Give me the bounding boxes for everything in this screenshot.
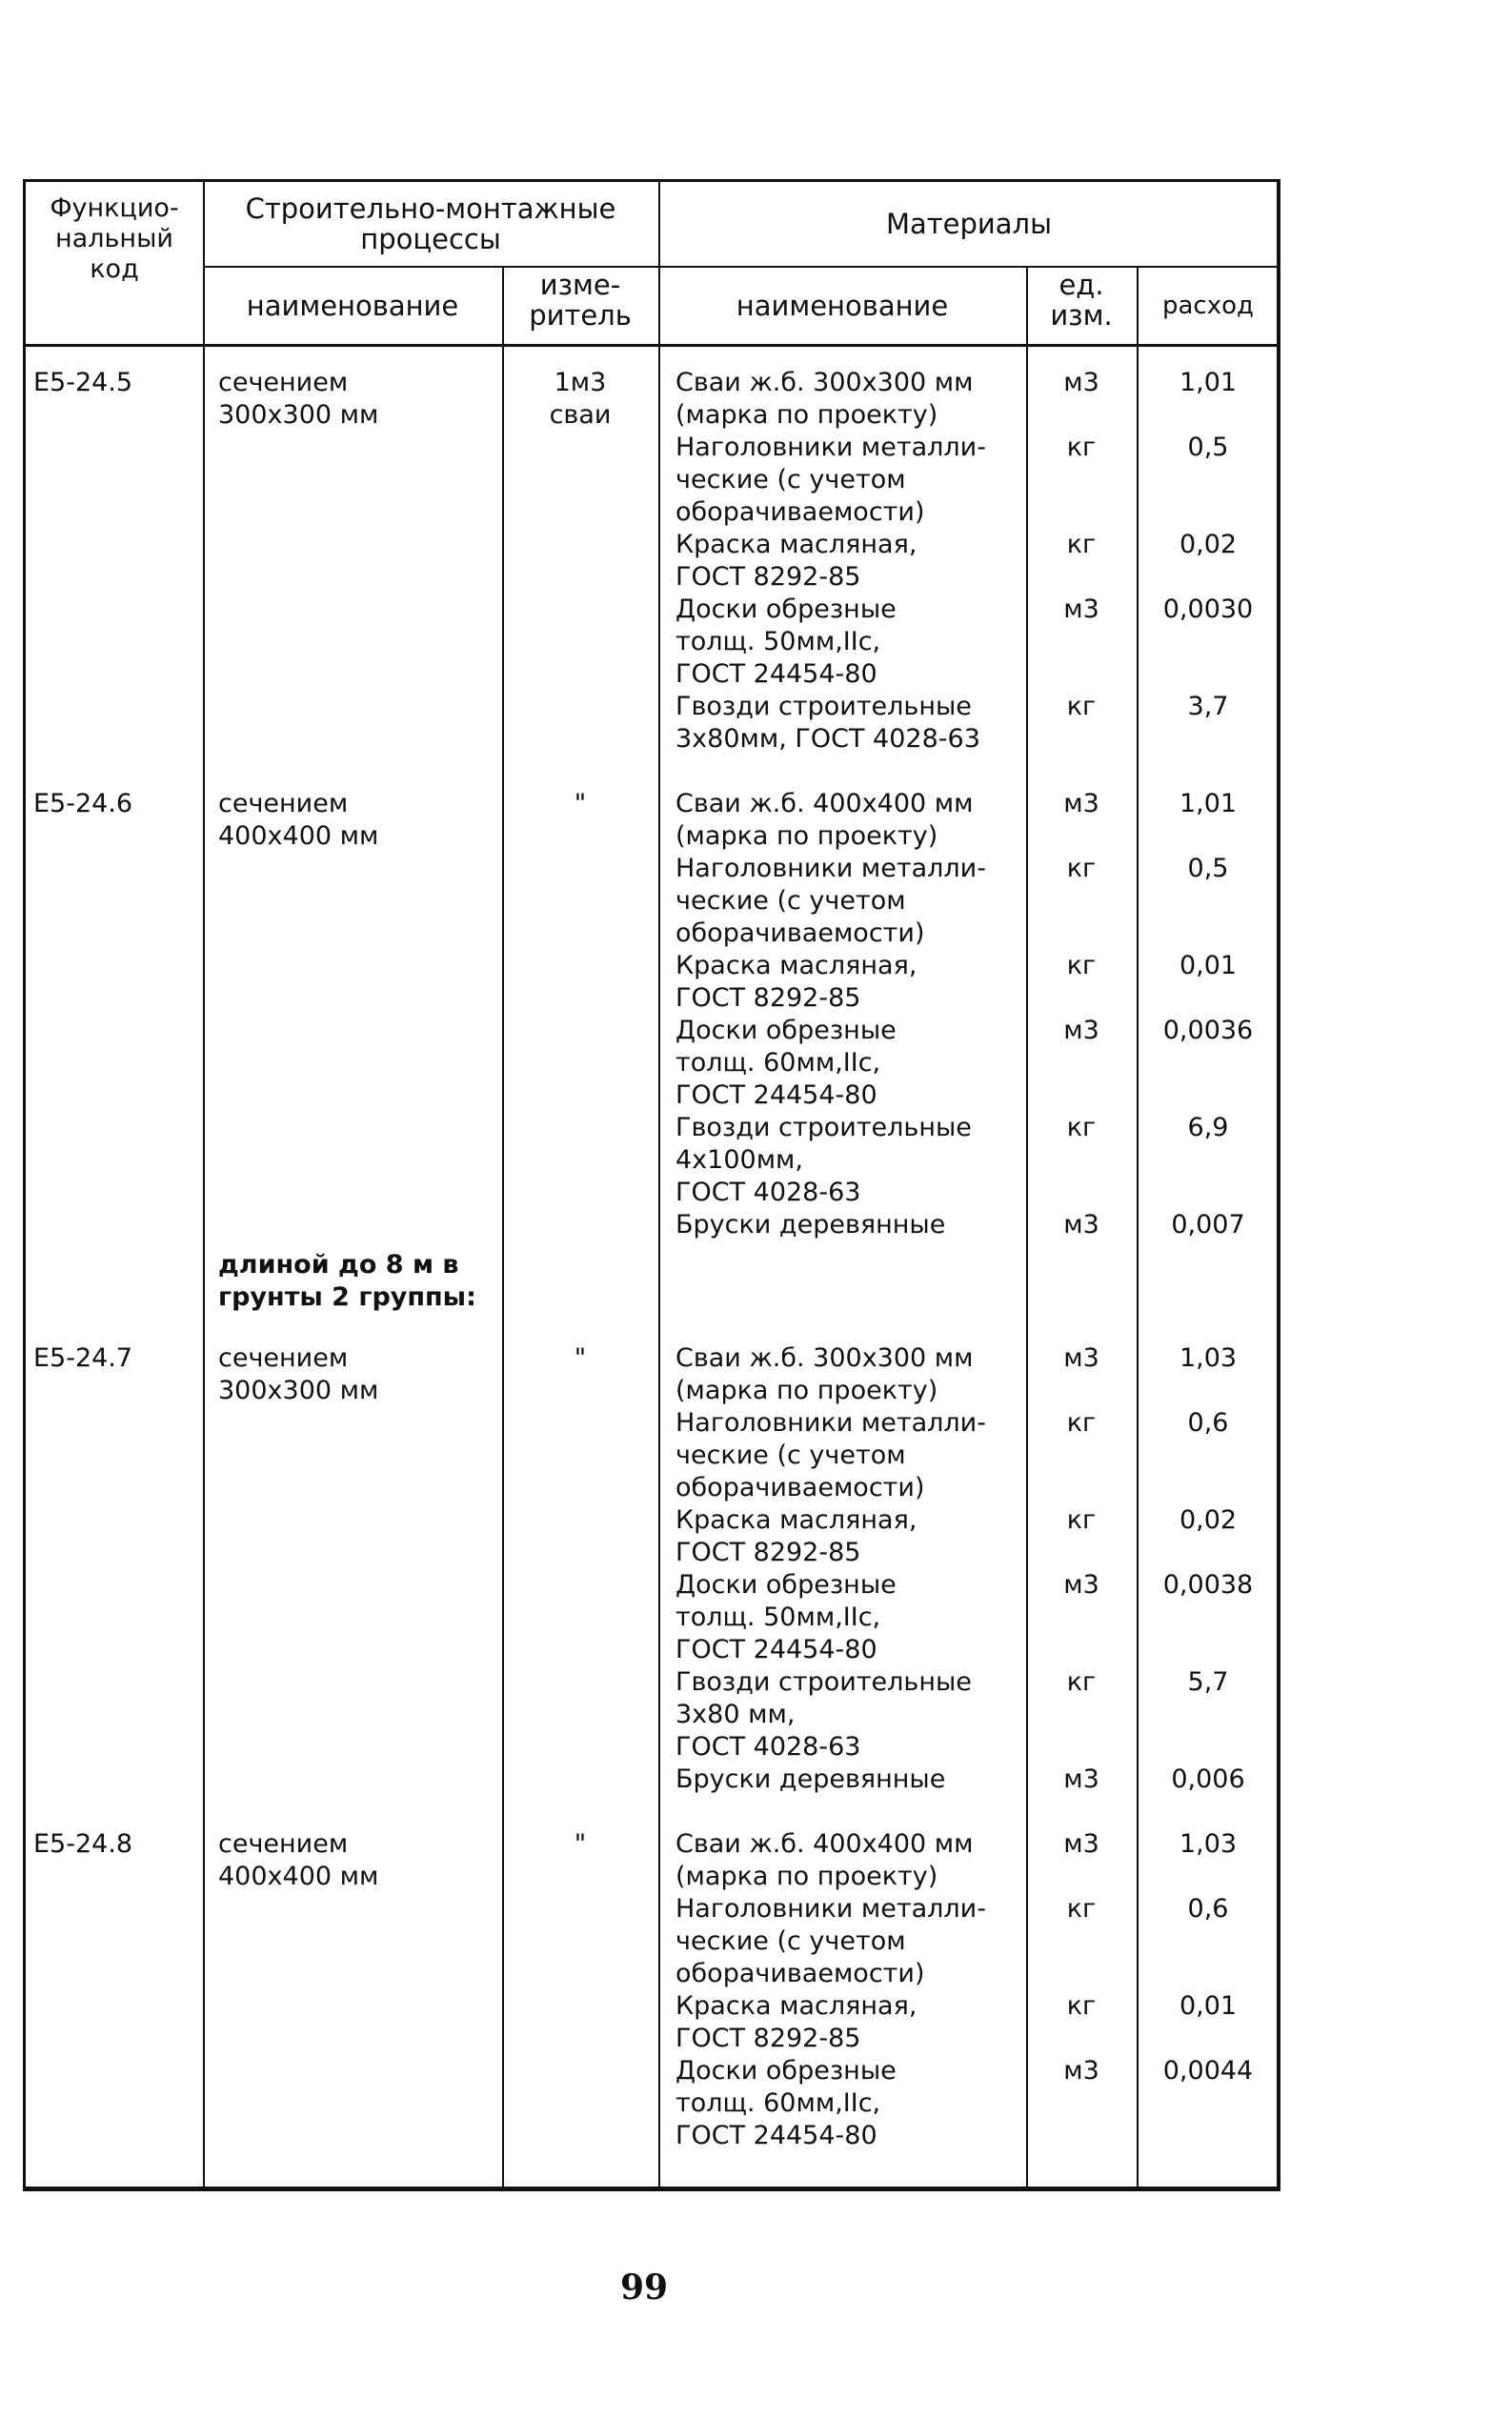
material-unit: м3 — [1063, 1016, 1099, 1045]
material-name: Наголовники металли- ческие (с учетом оборачиваемости) — [675, 1894, 986, 1988]
process-name: сечением 300х300 мм — [218, 1343, 379, 1405]
material-unit: кг — [1066, 1991, 1097, 2021]
material-rate: 1,01 — [1179, 368, 1238, 397]
material-name: Доски обрезные толщ. 60мм,IIс, ГОСТ 24454-80 — [675, 1016, 897, 1110]
material-rate: 0,5 — [1187, 433, 1229, 462]
material-rate: 0,01 — [1179, 951, 1238, 980]
material-name: Краска масляная, ГОСТ 8292-85 — [675, 951, 917, 1013]
material-unit: м3 — [1063, 2056, 1099, 2086]
row-code: E5-24.5 — [33, 368, 133, 397]
material-unit: м3 — [1063, 1829, 1099, 1859]
material-rate: 0,007 — [1171, 1210, 1245, 1240]
material-rate: 0,6 — [1187, 1894, 1229, 1924]
material-rate: 1,01 — [1179, 789, 1238, 818]
material-unit: м3 — [1063, 1570, 1099, 1600]
header-mat-unit: ед. изм. — [1050, 269, 1113, 332]
material-unit: кг — [1066, 1667, 1097, 1697]
header-process-unit: изме- ритель — [529, 269, 632, 332]
material-rate: 0,0044 — [1162, 2056, 1254, 2086]
material-rate: 1,03 — [1179, 1343, 1238, 1373]
material-rate: 0,5 — [1187, 854, 1229, 883]
header-process: Строительно-монтажные процессы — [245, 192, 616, 255]
material-unit: м3 — [1063, 595, 1099, 624]
material-name: Гвозди строительные 3х80мм, ГОСТ 4028-63 — [675, 692, 980, 754]
process-name: сечением 300х300 мм — [218, 368, 379, 430]
material-name: Сваи ж.б. 400х400 мм (марка по проекту) — [675, 1829, 974, 1891]
header-subdivider — [203, 266, 1280, 268]
material-unit: кг — [1066, 1505, 1097, 1535]
material-name: Бруски деревянные — [675, 1764, 946, 1794]
col-divider-process-unit — [502, 268, 504, 2190]
material-unit: м3 — [1063, 368, 1099, 397]
material-rate: 1,03 — [1179, 1829, 1238, 1859]
material-name: Гвозди строительные 3х80 мм, ГОСТ 4028-63 — [675, 1667, 972, 1762]
header-code: Функцио- нальный код — [50, 193, 179, 284]
col-divider-materials — [658, 182, 660, 2190]
material-name: Бруски деревянные — [675, 1210, 946, 1240]
process-name: сечением 400х400 мм — [218, 1829, 379, 1891]
col-divider-code — [203, 182, 205, 2190]
material-name: Сваи ж.б. 300х300 мм (марка по проекту) — [675, 368, 974, 430]
material-rate: 0,02 — [1179, 530, 1238, 559]
material-unit: кг — [1066, 854, 1097, 883]
material-name: Краска масляная, ГОСТ 8292-85 — [675, 1991, 917, 2053]
process-unit: " — [574, 1829, 587, 1859]
material-name: Доски обрезные толщ. 50мм,IIс, ГОСТ 24454-80 — [675, 1570, 897, 1664]
material-unit: кг — [1066, 951, 1097, 980]
material-unit: кг — [1066, 433, 1097, 462]
material-name: Краска масляная, ГОСТ 8292-85 — [675, 530, 917, 592]
material-rate: 3,7 — [1187, 692, 1229, 721]
material-unit: м3 — [1063, 1343, 1099, 1373]
material-name: Доски обрезные толщ. 50мм,IIс, ГОСТ 24454-80 — [675, 595, 897, 689]
norms-table — [23, 179, 1280, 2191]
header-bottom-rule — [26, 344, 1280, 347]
material-rate: 5,7 — [1187, 1667, 1229, 1697]
row-code: E5-24.8 — [33, 1829, 133, 1859]
material-name: Гвозди строительные 4х100мм, ГОСТ 4028-63 — [675, 1113, 972, 1207]
material-rate: 0,02 — [1179, 1505, 1238, 1535]
material-rate: 6,9 — [1187, 1113, 1229, 1142]
row-code: E5-24.6 — [33, 789, 133, 818]
page-number: 99 — [619, 2268, 669, 2308]
material-name: Наголовники металли- ческие (с учетом оборачиваемости) — [675, 433, 986, 527]
section-heading: длиной до 8 м в грунты 2 группы: — [218, 1250, 476, 1312]
material-name: Сваи ж.б. 300х300 мм (марка по проекту) — [675, 1343, 974, 1405]
material-unit: кг — [1066, 692, 1097, 721]
header-materials: Материалы — [886, 208, 1052, 240]
material-name: Наголовники металли- ческие (с учетом оборачиваемости) — [675, 1408, 986, 1502]
material-rate: 0,0030 — [1162, 595, 1254, 624]
header-process-name: наименование — [246, 290, 459, 322]
material-name: Сваи ж.б. 400х400 мм (марка по проекту) — [675, 789, 974, 851]
row-code: E5-24.7 — [33, 1343, 133, 1373]
material-unit: кг — [1066, 1113, 1097, 1142]
material-name: Наголовники металли- ческие (с учетом оборачиваемости) — [675, 854, 986, 948]
material-name: Доски обрезные толщ. 60мм,IIс, ГОСТ 24454-80 — [675, 2056, 897, 2150]
process-unit: " — [574, 1343, 587, 1373]
material-rate: 0,01 — [1179, 1991, 1238, 2021]
material-unit: кг — [1066, 1408, 1097, 1438]
material-rate: 0,6 — [1187, 1408, 1229, 1438]
header-mat-rate: расход — [1161, 292, 1254, 320]
material-unit: м3 — [1063, 1210, 1099, 1240]
material-unit: м3 — [1063, 789, 1099, 818]
material-unit: м3 — [1063, 1764, 1099, 1794]
material-rate: 0,0036 — [1162, 1016, 1254, 1045]
material-unit: кг — [1066, 530, 1097, 559]
material-rate: 0,0038 — [1162, 1570, 1254, 1600]
header-mat-name: наименование — [736, 290, 949, 322]
process-name: сечением 400х400 мм — [218, 789, 379, 851]
material-unit: кг — [1066, 1894, 1097, 1924]
process-unit: " — [574, 789, 587, 818]
process-unit: 1м3 сваи — [549, 368, 612, 430]
material-rate: 0,006 — [1171, 1764, 1245, 1794]
material-name: Краска масляная, ГОСТ 8292-85 — [675, 1505, 917, 1567]
